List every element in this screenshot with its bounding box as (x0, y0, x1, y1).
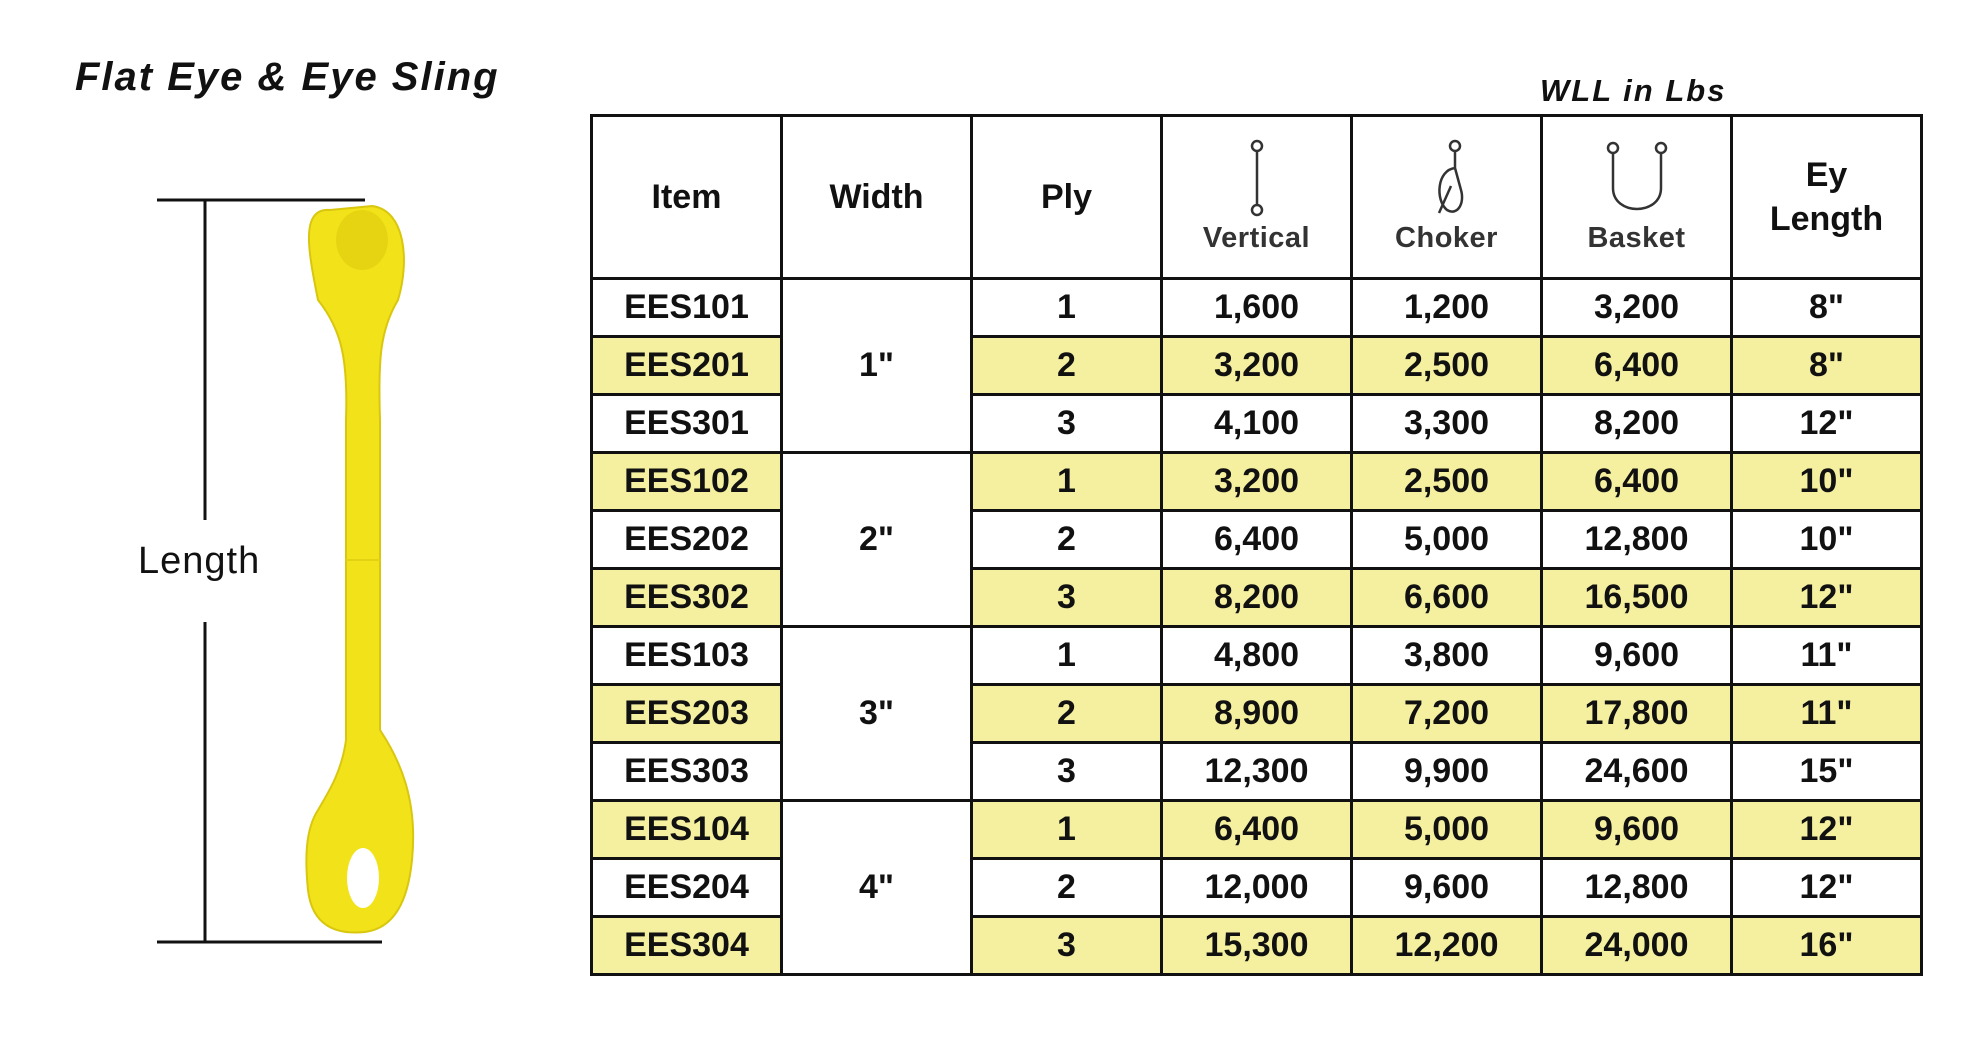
cell-ply: 2 (972, 511, 1162, 569)
cell-item: EES304 (592, 917, 782, 975)
cell-basket: 12,800 (1542, 859, 1732, 917)
page-title: Flat Eye & Eye Sling (75, 55, 500, 99)
cell-eye-length: 12" (1732, 395, 1922, 453)
header-ply: Ply (972, 116, 1162, 279)
basket-hitch-icon (1597, 138, 1677, 218)
cell-basket: 16,500 (1542, 569, 1732, 627)
cell-eye-length: 12" (1732, 801, 1922, 859)
cell-choker: 7,200 (1352, 685, 1542, 743)
cell-eye-length: 8" (1732, 337, 1922, 395)
cell-basket: 9,600 (1542, 801, 1732, 859)
cell-choker: 5,000 (1352, 801, 1542, 859)
cell-ply: 1 (972, 279, 1162, 337)
vertical-hitch-icon (1237, 138, 1277, 218)
cell-width: 3" (782, 627, 972, 801)
cell-eye-length: 15" (1732, 743, 1922, 801)
cell-basket: 6,400 (1542, 337, 1732, 395)
cell-item: EES103 (592, 627, 782, 685)
cell-vertical: 3,200 (1162, 453, 1352, 511)
cell-choker: 3,800 (1352, 627, 1542, 685)
cell-choker: 12,200 (1352, 917, 1542, 975)
cell-eye-length: 11" (1732, 627, 1922, 685)
cell-vertical: 8,900 (1162, 685, 1352, 743)
cell-item: EES102 (592, 453, 782, 511)
cell-eye-length: 11" (1732, 685, 1922, 743)
cell-ply: 3 (972, 917, 1162, 975)
cell-basket: 3,200 (1542, 279, 1732, 337)
cell-item: EES202 (592, 511, 782, 569)
cell-vertical: 3,200 (1162, 337, 1352, 395)
cell-choker: 5,000 (1352, 511, 1542, 569)
cell-width: 1" (782, 279, 972, 453)
cell-item: EES301 (592, 395, 782, 453)
cell-choker: 9,900 (1352, 743, 1542, 801)
sling-image (306, 206, 413, 933)
cell-eye-length: 10" (1732, 453, 1922, 511)
cell-item: EES303 (592, 743, 782, 801)
cell-vertical: 1,600 (1162, 279, 1352, 337)
cell-choker: 9,600 (1352, 859, 1542, 917)
cell-ply: 2 (972, 685, 1162, 743)
cell-basket: 8,200 (1542, 395, 1732, 453)
cell-vertical: 6,400 (1162, 511, 1352, 569)
cell-item: EES204 (592, 859, 782, 917)
cell-basket: 24,000 (1542, 917, 1732, 975)
cell-item: EES104 (592, 801, 782, 859)
cell-ply: 2 (972, 337, 1162, 395)
sling-spec-table (590, 114, 1923, 976)
cell-ply: 1 (972, 453, 1162, 511)
header-item: Item (592, 116, 782, 279)
cell-eye-length: 16" (1732, 917, 1922, 975)
header-vertical: Vertical (1162, 116, 1352, 279)
cell-choker: 6,600 (1352, 569, 1542, 627)
cell-basket: 6,400 (1542, 453, 1732, 511)
cell-basket: 17,800 (1542, 685, 1732, 743)
cell-vertical: 4,800 (1162, 627, 1352, 685)
length-label: Length (138, 540, 261, 582)
cell-choker: 3,300 (1352, 395, 1542, 453)
cell-basket: 12,800 (1542, 511, 1732, 569)
cell-vertical: 15,300 (1162, 917, 1352, 975)
cell-ply: 3 (972, 743, 1162, 801)
header-basket: Basket (1542, 116, 1732, 279)
table-header-row (592, 116, 1922, 279)
cell-item: EES203 (592, 685, 782, 743)
cell-ply: 3 (972, 569, 1162, 627)
cell-ply: 2 (972, 859, 1162, 917)
cell-width: 4" (782, 801, 972, 975)
cell-choker: 2,500 (1352, 337, 1542, 395)
cell-item: EES302 (592, 569, 782, 627)
cell-choker: 1,200 (1352, 279, 1542, 337)
cell-ply: 3 (972, 395, 1162, 453)
cell-vertical: 12,000 (1162, 859, 1352, 917)
cell-basket: 24,600 (1542, 743, 1732, 801)
cell-vertical: 4,100 (1162, 395, 1352, 453)
cell-vertical: 12,300 (1162, 743, 1352, 801)
table-row (592, 801, 1922, 859)
header-choker: Choker (1352, 116, 1542, 279)
cell-eye-length: 12" (1732, 859, 1922, 917)
cell-ply: 1 (972, 801, 1162, 859)
cell-item: EES201 (592, 337, 782, 395)
units-note: WLL in Lbs (1540, 73, 1727, 108)
cell-choker: 2,500 (1352, 453, 1542, 511)
cell-vertical: 8,200 (1162, 569, 1352, 627)
cell-vertical: 6,400 (1162, 801, 1352, 859)
header-width: Width (782, 116, 972, 279)
cell-item: EES101 (592, 279, 782, 337)
cell-width: 2" (782, 453, 972, 627)
cell-ply: 1 (972, 627, 1162, 685)
table-row (592, 627, 1922, 685)
cell-eye-length: 12" (1732, 569, 1922, 627)
cell-eye-length: 8" (1732, 279, 1922, 337)
cell-eye-length: 10" (1732, 511, 1922, 569)
cell-basket: 9,600 (1542, 627, 1732, 685)
table-row (592, 453, 1922, 511)
sling-diagram (0, 0, 480, 1000)
table-row (592, 279, 1922, 337)
choker-hitch-icon (1417, 138, 1477, 218)
header-eye-length: Ey Length (1732, 116, 1922, 279)
